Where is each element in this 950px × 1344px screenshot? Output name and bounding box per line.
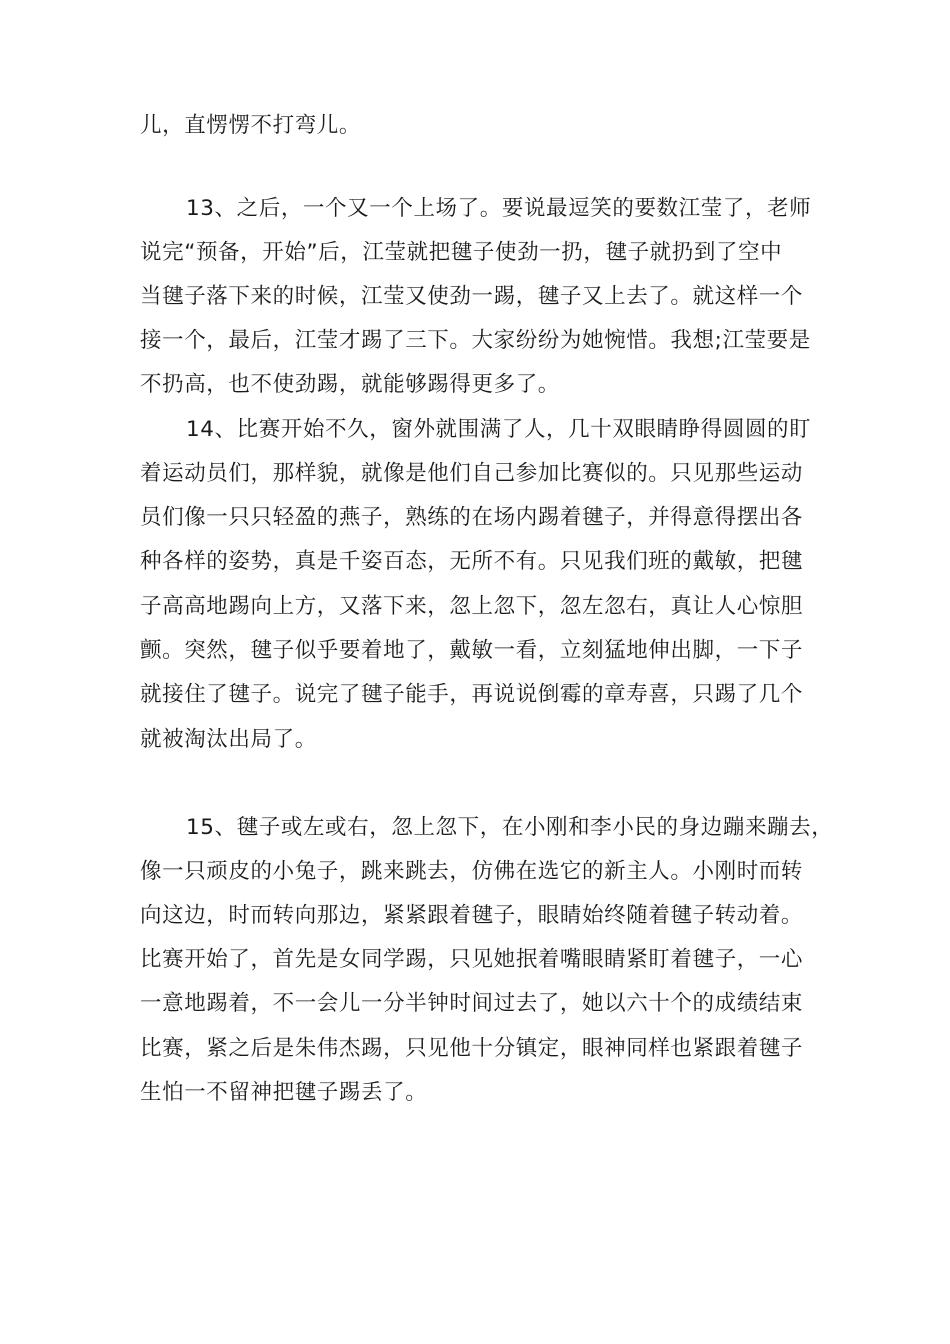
text-line: 儿，直愣愣不打弯儿。 (140, 113, 362, 138)
text-line: 当毽子落下来的时候，江莹又使劲一踢，毽子又上去了。就这样一个 (140, 284, 804, 309)
paragraph-14-line: 14、比赛开始不久，窗外就围满了人，几十双眼睛睁得圆圆的盯 (186, 417, 812, 442)
text-line: 向这边，时而转向那边，紧紧跟着毽子，眼睛始终随着毽子转动着。 (140, 903, 804, 928)
text-line: 接一个，最后，江莹才踢了三下。大家纷纷为她惋惜。我想;江莹要是 (140, 328, 811, 353)
text-line: 就被淘汰出局了。 (140, 727, 317, 752)
text-line: 颤。突然，毽子似乎要着地了，戴敏一看，立刻猛地伸出脚，一下子 (140, 638, 804, 663)
text-line: 比赛开始了，首先是女同学踢，只见她抿着嘴眼睛紧盯着毽子，一心 (140, 947, 804, 972)
text-line: 就接住了毽子。说完了毽子能手，再说说倒霉的章寿喜，只踢了几个 (140, 682, 804, 707)
text-line: 子高高地踢向上方，又落下来，忽上忽下，忽左忽右，真让人心惊胆 (140, 594, 804, 619)
text-line: 像一只顽皮的小兔子，跳来跳去，仿佛在选它的新主人。小刚时而转 (140, 859, 804, 884)
text-line: 着运动员们，那样貌，就像是他们自己参加比赛似的。只见那些运动 (140, 461, 804, 486)
text-line: 生怕一不留神把毽子踢丢了。 (140, 1080, 428, 1105)
paragraph-15-line: 15、毽子或左或右，忽上忽下，在小刚和李小民的身边蹦来蹦去， (186, 815, 834, 840)
text-line: 说完“预备，开始”后，江莹就把毽子使劲一扔，毽子就扔到了空中 (140, 240, 783, 265)
text-line: 种各样的姿势，真是千姿百态，无所不有。只见我们班的戴敏，把毽 (140, 549, 804, 574)
text-line: 员们像一只只轻盈的燕子，熟练的在场内踢着毽子，并得意得摆出各 (140, 505, 804, 530)
text-line: 不扔高，也不使劲踢，就能够踢得更多了。 (140, 372, 560, 397)
text-line: 比赛，紧之后是朱伟杰踢，只见他十分镇定，眼神同样也紧跟着毽子 (140, 1036, 804, 1061)
paragraph-13-line: 13、之后，一个又一个上场了。要说最逗笑的要数江莹了，老师 (186, 196, 812, 221)
text-line: 一意地踢着，不一会儿一分半钟时间过去了，她以六十个的成绩结束 (140, 991, 804, 1016)
